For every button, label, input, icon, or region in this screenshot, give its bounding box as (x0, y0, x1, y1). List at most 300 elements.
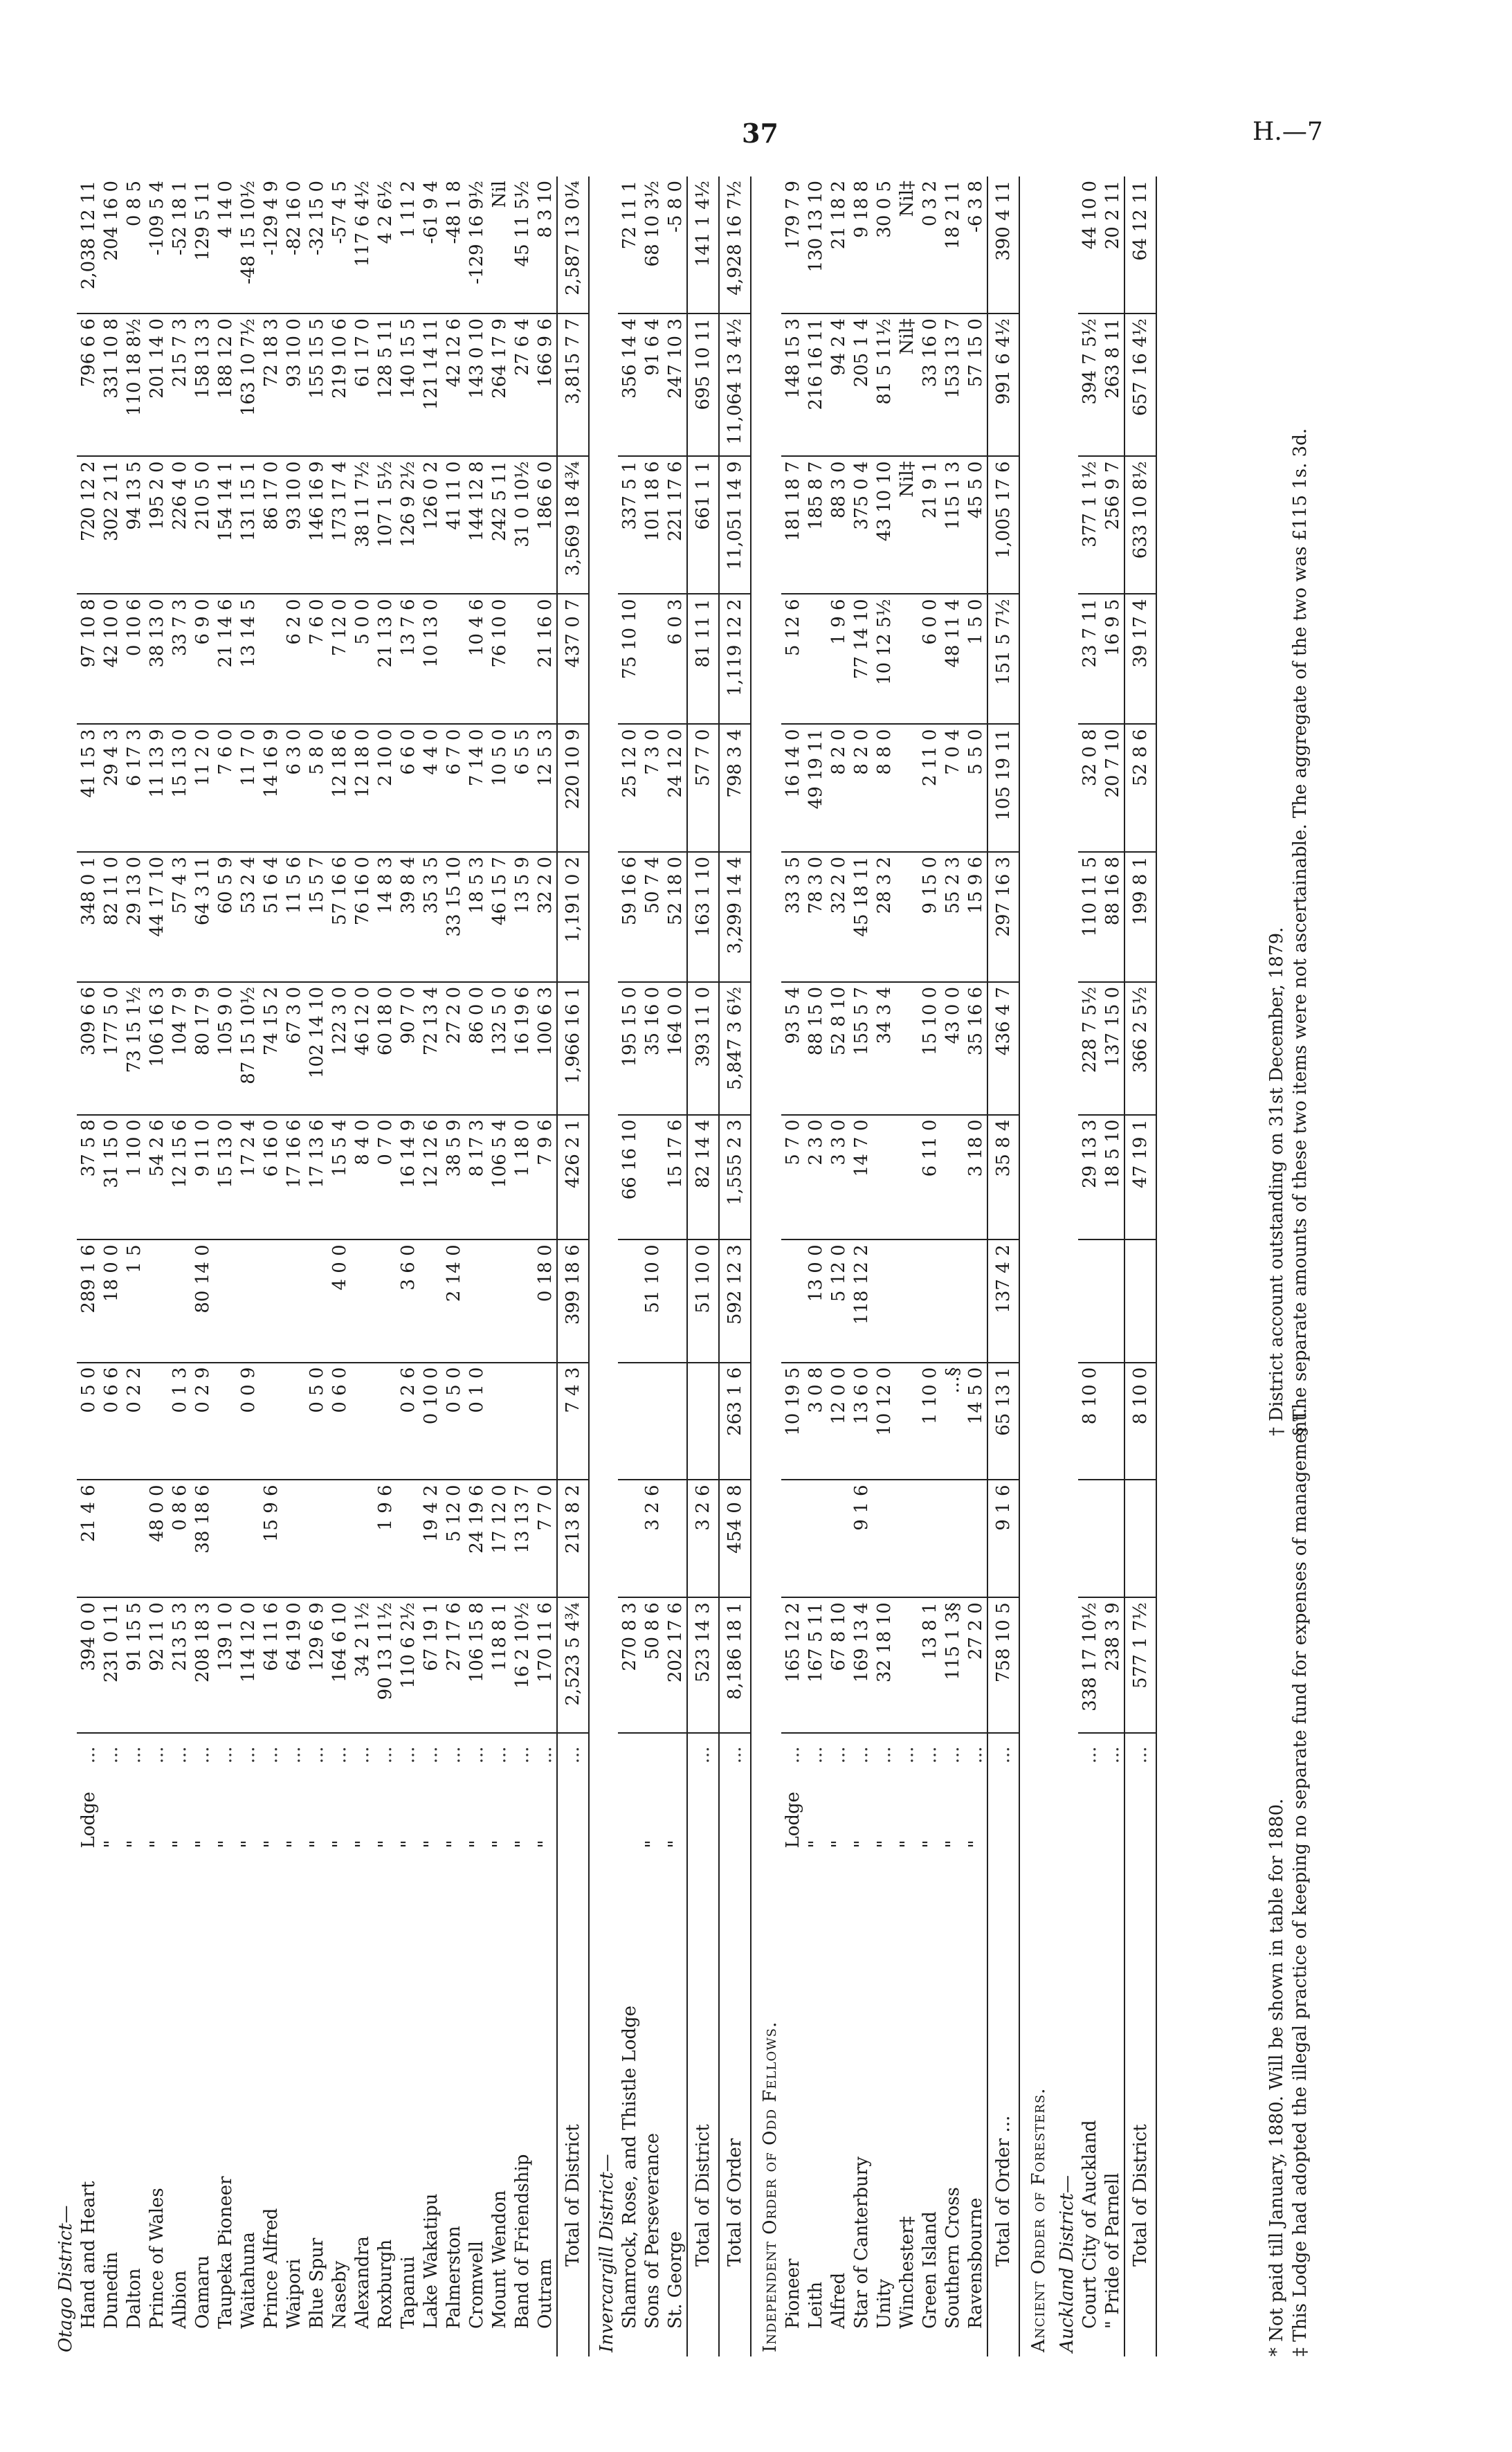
amount-cell: 2,038 12 11 (77, 176, 100, 314)
amount-cell (100, 1480, 122, 1597)
amount-cell (941, 1239, 964, 1362)
amount-cell: 23 7 11 (1078, 594, 1101, 724)
total-row (719, 176, 751, 2356)
amount-cell: 221 17 6 (664, 456, 687, 594)
amount-cell (664, 1239, 687, 1362)
amount-cell: 9 1 6 (850, 1480, 873, 1597)
amount-cell: 205 1 4 (850, 314, 873, 456)
amount-cell: 454 0 8 (719, 1480, 751, 1597)
amount-cell (895, 1115, 918, 1240)
amount-cell (618, 1480, 641, 1597)
amount-cell: 0 18 0 (534, 1239, 557, 1362)
amount-cell: 31 0 10½ (511, 456, 534, 594)
amount-cell (282, 1239, 305, 1362)
amount-cell: 7 6 0 (305, 594, 328, 724)
row-leader-dots: ... (260, 1746, 282, 1764)
amount-cell: 356 14 4 (618, 314, 641, 456)
amount-cell: 60 5 9 (214, 852, 237, 982)
amount-cell (168, 1239, 191, 1362)
row-lodge: " (169, 1840, 190, 1849)
amount-cell (781, 1480, 804, 1597)
amount-cell: 169 13 4 (850, 1597, 873, 1732)
amount-cell: 34 3 4 (873, 982, 895, 1115)
row-leader-dots: ... (329, 1746, 350, 1764)
row-lodge: " (374, 1840, 396, 1849)
amount-cell: 57 16 6 (328, 852, 351, 982)
row-leader-dots: ... (896, 1746, 918, 1764)
amount-cell: 57 4 3 (168, 852, 191, 982)
amount-cell: 146 16 9 (305, 456, 328, 594)
amount-cell: 6 16 0 (259, 1115, 282, 1240)
amount-cell: 42 10 0 (100, 594, 122, 724)
row-lodge: " (306, 1840, 327, 1849)
row-lodge (1101, 1777, 1124, 1853)
amount-cell: 16 14 0 (781, 724, 804, 851)
amount-cell: 18 2 11 (941, 176, 964, 314)
amount-cell: 122 3 0 (328, 982, 351, 1115)
amount-cell: -6 3 8 (964, 176, 987, 314)
amount-cell: 64 11 6 (259, 1597, 282, 1732)
amount-cell: 59 16 6 (618, 852, 641, 982)
amount-cell (442, 594, 465, 724)
district-heading (48, 176, 77, 2356)
amount-cell (827, 1480, 850, 1597)
lodge-row (964, 176, 987, 2356)
amount-cell: 82 14 4 (687, 1115, 719, 1240)
amount-cell: 110 11 5 (1078, 852, 1101, 982)
amount-cell: 436 4 7 (987, 982, 1019, 1115)
amount-cell: 33 16 0 (918, 314, 941, 456)
amount-cell: -129 4 9 (259, 176, 282, 314)
amount-cell: -61 9 4 (419, 176, 442, 314)
amount-cell: 57 15 0 (964, 314, 987, 456)
amount-cell: 6 11 0 (918, 1115, 941, 1240)
amount-cell: 105 19 11 (987, 724, 1019, 851)
amount-cell: 24 19 6 (465, 1480, 488, 1597)
row-leader-dots (641, 1733, 664, 1777)
lodge-row (918, 176, 941, 2356)
amount-cell: 61 17 0 (351, 314, 374, 456)
amount-cell: 54 2 6 (145, 1115, 168, 1240)
row-name: Leith (805, 2281, 826, 2329)
amount-cell: 93 10 0 (282, 456, 305, 594)
amount-cell: 45 18 11 (850, 852, 873, 982)
lodge-row (419, 176, 442, 2356)
row-name: Pioneer (782, 2258, 803, 2329)
lodge-row (1101, 176, 1124, 2356)
amount-cell: 6 2 0 (282, 594, 305, 724)
amount-cell: 10 13 0 (419, 594, 442, 724)
row-lodge: " (329, 1840, 350, 1849)
amount-cell: 2 11 0 (918, 724, 941, 851)
row-leader-dots: ... (215, 1746, 236, 1764)
row-leader-dots: ... (397, 1746, 419, 1764)
amount-cell: 10 4 6 (465, 594, 488, 724)
amount-cell: 3 2 6 (641, 1480, 664, 1597)
amount-cell (941, 1115, 964, 1240)
amount-cell: Nil (488, 176, 511, 314)
amount-cell (941, 1480, 964, 1597)
amount-cell: -129 16 9½ (465, 176, 488, 314)
amount-cell: 10 5 0 (488, 724, 511, 851)
amount-cell: 118 8 1 (488, 1597, 511, 1732)
amount-cell: 128 5 11 (374, 314, 397, 456)
amount-cell: 1,191 0 2 (557, 852, 589, 982)
amount-cell: 13 8 1 (918, 1597, 941, 1732)
lodge-row (122, 176, 145, 2356)
amount-cell: 166 9 6 (534, 314, 557, 456)
amount-cell (534, 1363, 557, 1480)
amount-cell: 12 12 6 (419, 1115, 442, 1240)
amount-cell: 114 12 0 (237, 1597, 259, 1732)
amount-cell: 12 18 0 (351, 724, 374, 851)
row-name: Waitahuna (237, 2232, 259, 2329)
row-lodge: " (896, 1840, 918, 1849)
row-lodge: Lodge (78, 1791, 99, 1849)
amount-cell: 86 0 0 (465, 982, 488, 1115)
amount-cell: 4 0 0 (328, 1239, 351, 1362)
amount-cell: 117 6 4½ (351, 176, 374, 314)
amount-cell: 13 0 0 (804, 1239, 827, 1362)
amount-cell: 13 6 0 (850, 1363, 873, 1480)
amount-cell: 92 11 0 (145, 1597, 168, 1732)
row-name: Hand and Heart (78, 2181, 99, 2329)
amount-cell: 46 12 0 (351, 982, 374, 1115)
row-lodge: " (828, 1840, 849, 1849)
amount-cell: 10 19 5 (781, 1363, 804, 1480)
page-header (0, 118, 1512, 159)
row-leader-dots: ... (237, 1746, 259, 1764)
amount-cell: 195 15 0 (618, 982, 641, 1115)
row-name: Oamaru (192, 2255, 213, 2329)
row-lodge: " (397, 1840, 419, 1849)
amount-cell: 0 5 0 (305, 1363, 328, 1480)
amount-cell: 720 12 2 (77, 456, 100, 594)
row-lodge: " (237, 1840, 259, 1849)
amount-cell: 97 10 8 (77, 594, 100, 724)
amount-cell: 4,928 16 7½ (719, 176, 751, 314)
amount-cell: 7 7 0 (534, 1480, 557, 1597)
lodge-row (465, 176, 488, 2356)
amount-cell: 1,555 2 3 (719, 1115, 751, 1240)
document-reference: H.—7 (1253, 118, 1323, 146)
amount-cell: 75 10 10 (618, 594, 641, 724)
amount-cell: ...§ (941, 1363, 964, 1480)
amount-cell: 9 15 0 (918, 852, 941, 982)
amount-cell: 399 18 6 (557, 1239, 589, 1362)
amount-cell: 115 1 3 (941, 456, 964, 594)
amount-cell: 163 1 10 (687, 852, 719, 982)
amount-cell: 91 15 5 (122, 1597, 145, 1732)
row-name: Winchester‡ (896, 2216, 918, 2329)
amount-cell: 1 9 6 (827, 594, 850, 724)
amount-cell: 80 14 0 (191, 1239, 214, 1362)
lodge-row (781, 176, 804, 2356)
amount-cell: 107 1 5½ (374, 456, 397, 594)
amount-cell (511, 1363, 534, 1480)
amount-cell: 27 6 4 (511, 314, 534, 456)
amount-cell (895, 1363, 918, 1480)
amount-cell: 43 10 10 (873, 456, 895, 594)
amount-cell: 9 18 8 (850, 176, 873, 314)
amount-cell: 1 10 0 (122, 1115, 145, 1240)
amount-cell: 657 16 4½ (1124, 314, 1156, 456)
amount-cell (964, 1480, 987, 1597)
amount-cell: 2,523 5 4¾ (557, 1597, 589, 1732)
amount-cell: 1,966 16 1 (557, 982, 589, 1115)
amount-cell: -82 16 0 (282, 176, 305, 314)
amount-cell: 8 4 0 (351, 1115, 374, 1240)
amount-cell: 3 6 0 (397, 1239, 419, 1362)
amount-cell: 32 18 10 (873, 1597, 895, 1732)
footnote-star: * Not paid till January, 1880. Will be shown in table for 1880. (1266, 1798, 1287, 2356)
row-lodge: " (534, 1840, 556, 1849)
amount-cell: 29 13 0 (122, 852, 145, 982)
amount-cell: 228 7 5½ (1078, 982, 1101, 1115)
amount-cell: 270 8 3 (618, 1597, 641, 1732)
amount-cell: 297 16 3 (987, 852, 1019, 982)
amount-cell (781, 1239, 804, 1362)
row-lodge: " (100, 1840, 122, 1849)
amount-cell: 8,186 18 1 (719, 1597, 751, 1732)
row-name: Lake Wakatipu (420, 2193, 441, 2329)
amount-cell: 6 6 0 (397, 724, 419, 851)
row-leader-dots: ... (306, 1746, 327, 1764)
amount-cell: 57 7 0 (687, 724, 719, 851)
footnote-double-dagger: ‡ This Lodge had adopted the illegal practice of keeping no separate fund for expenses of management. (1290, 1408, 1311, 2356)
amount-cell: 88 15 0 (804, 982, 827, 1115)
row-leader-dots: ... (557, 1733, 589, 1777)
row-lodge: " (466, 1840, 487, 1849)
lodge-row (282, 176, 305, 2356)
row-leader-dots: ... (420, 1746, 441, 1764)
amount-cell: 32 0 8 (1078, 724, 1101, 851)
amount-cell: 8 17 3 (465, 1115, 488, 1240)
total-row (687, 176, 719, 2356)
amount-cell: 20 2 11 (1101, 176, 1124, 314)
amount-cell: 331 10 8 (100, 314, 122, 456)
amount-cell: 5 5 0 (964, 724, 987, 851)
amount-cell: 256 9 7 (1101, 456, 1124, 594)
amount-cell: 13 7 6 (397, 594, 419, 724)
amount-cell: 48 0 0 (145, 1480, 168, 1597)
row-lodge: " (489, 1840, 510, 1849)
amount-cell: -5 8 0 (664, 176, 687, 314)
row-lodge (987, 1777, 1019, 1853)
total-row (557, 176, 589, 2356)
amount-cell (214, 1363, 237, 1480)
row-leader-dots: ... (466, 1746, 487, 1764)
lodge-row (804, 176, 827, 2356)
district-heading (1050, 176, 1078, 2356)
amount-cell: 0 1 0 (465, 1363, 488, 1480)
amount-cell: 9 1 6 (987, 1480, 1019, 1597)
amount-cell: 72 18 3 (259, 314, 282, 456)
amount-cell (895, 1597, 918, 1732)
district-heading-label: Invercargill District— (596, 2154, 617, 2352)
amount-cell (351, 1480, 374, 1597)
amount-cell: 151 5 7½ (987, 594, 1019, 724)
amount-cell: 1 10 0 (918, 1363, 941, 1480)
amount-cell: 29 4 3 (100, 724, 122, 851)
amount-cell (511, 1239, 534, 1362)
amount-cell: 43 0 0 (941, 982, 964, 1115)
amount-cell: 53 2 4 (237, 852, 259, 982)
amount-cell: 14 8 3 (374, 852, 397, 982)
amount-cell: 76 16 0 (351, 852, 374, 982)
lodge-row (534, 176, 557, 2356)
footnote-section: § The separate amounts of these two items were not ascertainable. The aggregate of the two was £115 1s. 3d. (1290, 428, 1311, 1436)
row-lodge: " (511, 1840, 533, 1849)
amount-cell: 110 18 8½ (122, 314, 145, 456)
amount-cell (1124, 1239, 1156, 1362)
amount-cell (641, 594, 664, 724)
amount-cell: 25 12 0 (618, 724, 641, 851)
amount-cell: 3,569 18 4¾ (557, 456, 589, 594)
amount-cell: 67 19 1 (419, 1597, 442, 1732)
amount-cell: 158 13 3 (191, 314, 214, 456)
lodge-row (850, 176, 873, 2356)
amount-cell: -52 18 1 (168, 176, 191, 314)
amount-cell (873, 1115, 895, 1240)
amount-cell: -109 5 4 (145, 176, 168, 314)
amount-cell: 90 7 0 (397, 982, 419, 1115)
amount-cell: 201 14 0 (145, 314, 168, 456)
row-name: Prince Alfred (260, 2208, 282, 2329)
amount-cell (259, 594, 282, 724)
amount-cell: -48 15 10½ (237, 176, 259, 314)
amount-cell: 3 2 6 (687, 1480, 719, 1597)
amount-cell: 155 15 5 (305, 314, 328, 456)
row-name: Band of Friendship (511, 2154, 533, 2329)
amount-cell (1101, 1363, 1124, 1480)
amount-cell (1101, 1480, 1124, 1597)
lodge-row (77, 176, 100, 2356)
row-leader-dots: ... (192, 1746, 213, 1764)
amount-cell: 126 0 2 (419, 456, 442, 594)
amount-cell: 394 0 0 (77, 1597, 100, 1732)
amount-cell (465, 1239, 488, 1362)
amount-cell: 6 5 5 (511, 724, 534, 851)
amount-cell: 8 3 10 (534, 176, 557, 314)
amount-cell (918, 1480, 941, 1597)
amount-cell: 14 5 0 (964, 1363, 987, 1480)
amount-cell: 6 0 0 (918, 594, 941, 724)
row-name: Total of District (557, 1853, 589, 2356)
amount-cell: 35 16 0 (641, 982, 664, 1115)
row-leader-dots: ... (100, 1746, 122, 1764)
amount-cell: 426 2 1 (557, 1115, 589, 1240)
district-heading (589, 176, 618, 2356)
amount-cell (282, 1480, 305, 1597)
amount-cell: 27 2 0 (964, 1597, 987, 1732)
amount-cell: 1,005 17 6 (987, 456, 1019, 594)
amount-cell: 46 15 7 (488, 852, 511, 982)
footnotes-right (1266, 398, 1313, 1436)
amount-cell: 798 3 4 (719, 724, 751, 851)
amount-cell: 0 6 0 (328, 1363, 351, 1480)
row-name: Mount Wendon (489, 2190, 510, 2329)
amount-cell: 100 6 3 (534, 982, 557, 1115)
amount-cell: 39 17 4 (1124, 594, 1156, 724)
amount-cell: 34 2 1½ (351, 1597, 374, 1732)
amount-cell: 154 14 1 (214, 456, 237, 594)
amount-cell: 5,847 3 6½ (719, 982, 751, 1115)
amount-cell (214, 1239, 237, 1362)
amount-cell (641, 1363, 664, 1480)
row-name: Shamrock, Rose, and Thistle Lodge (619, 2005, 640, 2329)
row-lodge: " (352, 1840, 373, 1849)
amount-cell: 82 11 0 (100, 852, 122, 982)
lodge-row (1078, 176, 1101, 2356)
amount-cell: 170 11 6 (534, 1597, 557, 1732)
amount-cell: 164 6 10 (328, 1597, 351, 1732)
amount-cell: 93 10 0 (282, 314, 305, 456)
amount-cell: 118 12 2 (850, 1239, 873, 1362)
amount-cell: 47 19 1 (1124, 1115, 1156, 1240)
amount-cell: 88 16 8 (1101, 852, 1124, 982)
amount-cell: 87 15 10½ (237, 982, 259, 1115)
amount-cell: 12 18 6 (328, 724, 351, 851)
amount-cell: 1 5 0 (964, 594, 987, 724)
amount-cell: 13 14 5 (237, 594, 259, 724)
amount-cell (804, 1480, 827, 1597)
amount-cell: 94 2 4 (827, 314, 850, 456)
row-name: Total of District (1124, 1853, 1156, 2356)
amount-cell: 153 13 7 (941, 314, 964, 456)
amount-cell (328, 1480, 351, 1597)
row-leader-dots: ... (965, 1746, 986, 1764)
amount-cell: 15 5 4 (328, 1115, 351, 1240)
amount-cell: -48 1 8 (442, 176, 465, 314)
amount-cell: 6 9 0 (191, 594, 214, 724)
amount-cell: 167 5 11 (804, 1597, 827, 1732)
amount-cell: 16 19 6 (511, 982, 534, 1115)
amount-cell: Nil‡ (895, 176, 918, 314)
amount-cell: 215 7 3 (168, 314, 191, 456)
row-leader-dots: ... (1079, 1746, 1100, 1764)
lodge-row (214, 176, 237, 2356)
lodge-row (374, 176, 397, 2356)
amount-cell: 263 1 6 (719, 1363, 751, 1480)
amount-cell: 377 1 1½ (1078, 456, 1101, 594)
amount-cell: 33 15 10 (442, 852, 465, 982)
amount-cell: 6 7 0 (442, 724, 465, 851)
row-leader-dots: ... (123, 1746, 145, 1764)
amount-cell (305, 1480, 328, 1597)
amount-cell: 101 18 6 (641, 456, 664, 594)
amount-cell: 139 1 0 (214, 1597, 237, 1732)
amount-cell: 302 2 11 (100, 456, 122, 594)
row-name: Unity (873, 2278, 895, 2329)
amount-cell: 17 12 0 (488, 1480, 511, 1597)
amount-cell: 15 13 0 (214, 1115, 237, 1240)
row-lodge: " (850, 1840, 872, 1849)
row-name: Dalton (123, 2268, 145, 2329)
amount-cell: 76 10 0 (488, 594, 511, 724)
row-name: Outram (534, 2258, 556, 2329)
amount-cell: 366 2 5½ (1124, 982, 1156, 1115)
amount-cell: 21 9 1 (918, 456, 941, 594)
amount-cell (1124, 1480, 1156, 1597)
amount-cell (641, 1115, 664, 1240)
lodge-row (641, 176, 664, 2356)
amount-cell: 393 11 0 (687, 982, 719, 1115)
row-lodge: " (420, 1840, 441, 1849)
lodge-row (873, 176, 895, 2356)
amount-cell: 51 6 4 (259, 852, 282, 982)
amount-cell: 27 17 6 (442, 1597, 465, 1732)
